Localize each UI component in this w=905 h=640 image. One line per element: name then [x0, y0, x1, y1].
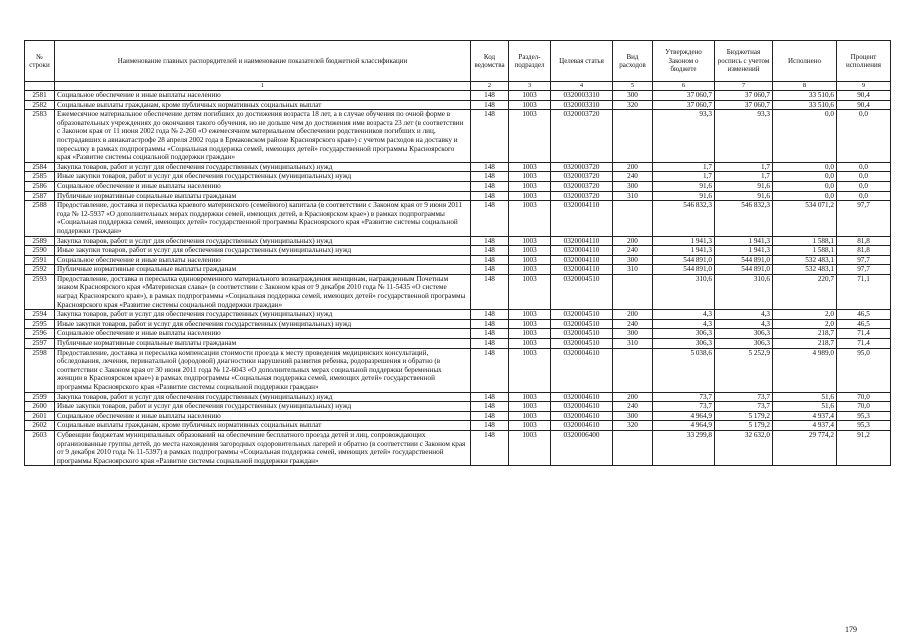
executed-amount: 218,7: [773, 329, 837, 339]
approved-amount: 306,3: [653, 329, 715, 339]
schedule-amount: 310,6: [715, 274, 773, 309]
row-name: Закупка товаров, работ и услуг для обеспечения государственных (муниципальных) нужд: [55, 392, 471, 402]
approved-amount: 546 832,3: [653, 201, 715, 236]
target-article: 0320003310: [551, 91, 613, 101]
header-ministry-code: Код ведомства: [471, 41, 509, 82]
execution-percent: 95,3: [837, 421, 891, 431]
row-number: 2587: [25, 191, 55, 201]
schedule-amount: 1,7: [715, 162, 773, 172]
table-row: [25, 201, 891, 236]
row-number: 2585: [25, 172, 55, 182]
executed-amount: 4 937,4: [773, 421, 837, 431]
target-article: 0320004510: [551, 310, 613, 320]
schedule-amount: 37 060,7: [715, 91, 773, 101]
schedule-amount: 73,7: [715, 392, 773, 402]
approved-amount: 33 299,8: [653, 430, 715, 465]
expense-type: 300: [613, 411, 653, 421]
target-article: 0320004610: [551, 392, 613, 402]
row-number: 2590: [25, 246, 55, 256]
row-name: Предоставление, доставка и пересылка компенсации стоимости проезда к месту проведения медицинских консультаций, обследования, лечения, перинатальной (дородовой) диагностики нарушений развития ребенка, родоразрешения и обратно (в соответствии с Законом края от 30 июня 2011 года № 12-6043 «О дополнительных мерах социальной поддержки беременных женщин в Красноярском крае») в рамках подпрограммы «Социальная поддержка семей, имеющих детей» государственной программы Красноярского края «Развитие системы социальной поддержки граждан»: [55, 348, 471, 392]
executed-amount: 0,0: [773, 110, 837, 163]
target-article: 0320004610: [551, 421, 613, 431]
approved-amount: 93,3: [653, 110, 715, 163]
table-row: [25, 110, 891, 163]
row-number: 2598: [25, 348, 55, 392]
ministry-code: 148: [471, 162, 509, 172]
target-article: 0320004110: [551, 201, 613, 236]
table-row: [25, 181, 891, 191]
execution-percent: 70,0: [837, 402, 891, 412]
section-code: 1003: [509, 430, 551, 465]
executed-amount: 532 483,1: [773, 255, 837, 265]
ministry-code: 148: [471, 201, 509, 236]
table-row: [25, 348, 891, 392]
execution-percent: 81,8: [837, 236, 891, 246]
section-code: 1003: [509, 236, 551, 246]
expense-type: 240: [613, 172, 653, 182]
ministry-code: 148: [471, 236, 509, 246]
approved-amount: 4,3: [653, 310, 715, 320]
execution-percent: 90,4: [837, 100, 891, 110]
table-row: [25, 191, 891, 201]
section-code: 1003: [509, 339, 551, 349]
execution-percent: 46,5: [837, 310, 891, 320]
row-number: 2601: [25, 411, 55, 421]
executed-amount: 2,0: [773, 319, 837, 329]
column-number-row: [25, 82, 891, 91]
row-number: 2586: [25, 181, 55, 191]
target-article: 0320003720: [551, 191, 613, 201]
row-number: 2591: [25, 255, 55, 265]
target-article: 0320004510: [551, 339, 613, 349]
table-row: [25, 392, 891, 402]
ministry-code: 148: [471, 191, 509, 201]
section-code: 1003: [509, 172, 551, 182]
header-expense-type: Вид расходов: [613, 41, 653, 82]
approved-amount: 4 964,9: [653, 411, 715, 421]
expense-type: [613, 274, 653, 309]
section-code: 1003: [509, 421, 551, 431]
row-number: 2589: [25, 236, 55, 246]
header-row: [25, 41, 891, 82]
expense-type: 200: [613, 162, 653, 172]
column-number: 4: [551, 82, 613, 91]
executed-amount: 4 989,0: [773, 348, 837, 392]
expense-type: [613, 110, 653, 163]
schedule-amount: 91,6: [715, 191, 773, 201]
table-row: [25, 411, 891, 421]
approved-amount: 73,7: [653, 402, 715, 412]
row-number: 2599: [25, 392, 55, 402]
schedule-amount: 91,6: [715, 181, 773, 191]
header-name: Наименование главных распорядителей и наименование показателей бюджетной классификации: [55, 41, 471, 82]
table-row: [25, 162, 891, 172]
header-section: Раздел-подраздел: [509, 41, 551, 82]
approved-amount: 544 891,0: [653, 255, 715, 265]
section-code: 1003: [509, 329, 551, 339]
row-name: Социальные выплаты гражданам, кроме публичных нормативных социальных выплат: [55, 421, 471, 431]
row-number: 2595: [25, 319, 55, 329]
approved-amount: 37 060,7: [653, 100, 715, 110]
execution-percent: 91,2: [837, 430, 891, 465]
row-number: 2584: [25, 162, 55, 172]
executed-amount: 51,6: [773, 402, 837, 412]
execution-percent: 95,0: [837, 348, 891, 392]
target-article: 0320004110: [551, 265, 613, 275]
row-name: Иные закупки товаров, работ и услуг для обеспечения государственных (муниципальных) нужд: [55, 319, 471, 329]
execution-percent: 71,4: [837, 329, 891, 339]
expense-type: 300: [613, 91, 653, 101]
target-article: 0320004510: [551, 329, 613, 339]
executed-amount: 218,7: [773, 339, 837, 349]
executed-amount: 1 588,1: [773, 246, 837, 256]
schedule-amount: 1,7: [715, 172, 773, 182]
header-budget-schedule: Бюджетная роспись с учетом изменений: [715, 41, 773, 82]
section-code: 1003: [509, 201, 551, 236]
ministry-code: 148: [471, 172, 509, 182]
row-name: Социальное обеспечение и иные выплаты населению: [55, 411, 471, 421]
header-approved: Утверждено Законом о бюджете: [653, 41, 715, 82]
approved-amount: 73,7: [653, 392, 715, 402]
row-name: Предоставление, доставка и пересылка краевого материнского (семейного) капитала (в соответствии с Законом края от 9 июня 2011 года № 12-5937 «О дополнительных мерах поддержки семей, имеющих детей, в Красноярском крае») в рамках подпрограммы «Социальная поддержка семей, имеющих детей» государственной программы Красноярского края «Развитие системы социальной поддержки граждан»: [55, 201, 471, 236]
executed-amount: 220,7: [773, 274, 837, 309]
executed-amount: 29 774,2: [773, 430, 837, 465]
execution-percent: 71,1: [837, 274, 891, 309]
target-article: 0320004510: [551, 319, 613, 329]
execution-percent: 97,7: [837, 201, 891, 236]
table-row: [25, 246, 891, 256]
column-number: 5: [613, 82, 653, 91]
target-article: 0320004110: [551, 236, 613, 246]
execution-percent: 97,7: [837, 265, 891, 275]
executed-amount: 0,0: [773, 172, 837, 182]
ministry-code: 148: [471, 255, 509, 265]
expense-type: 300: [613, 329, 653, 339]
schedule-amount: 544 891,0: [715, 255, 773, 265]
execution-percent: 71,4: [837, 339, 891, 349]
target-article: 0320003720: [551, 110, 613, 163]
target-article: 0320004110: [551, 255, 613, 265]
section-code: 1003: [509, 402, 551, 412]
ministry-code: 148: [471, 110, 509, 163]
column-number: 6: [653, 82, 715, 91]
ministry-code: 148: [471, 246, 509, 256]
expense-type: 240: [613, 319, 653, 329]
column-number: 7: [715, 82, 773, 91]
row-number: 2593: [25, 274, 55, 309]
header-target-article: Целевая статья: [551, 41, 613, 82]
row-name: Иные закупки товаров, работ и услуг для обеспечения государственных (муниципальных) нужд: [55, 402, 471, 412]
executed-amount: 534 071,2: [773, 201, 837, 236]
budget-table: [24, 40, 891, 466]
ministry-code: 148: [471, 319, 509, 329]
table-row: [25, 402, 891, 412]
target-article: 0320004610: [551, 411, 613, 421]
approved-amount: 1,7: [653, 162, 715, 172]
page-number: 179: [845, 625, 857, 634]
section-code: 1003: [509, 100, 551, 110]
approved-amount: 1 941,3: [653, 246, 715, 256]
executed-amount: 532 483,1: [773, 265, 837, 275]
approved-amount: 310,6: [653, 274, 715, 309]
approved-amount: 306,3: [653, 339, 715, 349]
section-code: 1003: [509, 319, 551, 329]
ministry-code: 148: [471, 181, 509, 191]
schedule-amount: 544 891,0: [715, 265, 773, 275]
section-code: 1003: [509, 191, 551, 201]
section-code: 1003: [509, 265, 551, 275]
approved-amount: 91,6: [653, 181, 715, 191]
execution-percent: 46,5: [837, 319, 891, 329]
target-article: 0320006400: [551, 430, 613, 465]
schedule-amount: 306,3: [715, 339, 773, 349]
schedule-amount: 5 252,9: [715, 348, 773, 392]
row-name: Социальное обеспечение и иные выплаты населению: [55, 329, 471, 339]
schedule-amount: 4,3: [715, 319, 773, 329]
target-article: 0320004110: [551, 246, 613, 256]
table-row: [25, 310, 891, 320]
expense-type: 310: [613, 265, 653, 275]
row-name: Иные закупки товаров, работ и услуг для обеспечения государственных (муниципальных) нужд: [55, 172, 471, 182]
header-executed: Исполнено: [773, 41, 837, 82]
row-name: Закупка товаров, работ и услуг для обеспечения государственных (муниципальных) нужд: [55, 236, 471, 246]
expense-type: 200: [613, 310, 653, 320]
executed-amount: 4 937,4: [773, 411, 837, 421]
row-name: Закупка товаров, работ и услуг для обеспечения государственных (муниципальных) нужд: [55, 162, 471, 172]
target-article: 0320003310: [551, 100, 613, 110]
target-article: 0320004610: [551, 348, 613, 392]
section-code: 1003: [509, 274, 551, 309]
table-row: [25, 172, 891, 182]
row-number: 2594: [25, 310, 55, 320]
schedule-amount: 5 179,2: [715, 421, 773, 431]
table-row: [25, 91, 891, 101]
row-number: 2582: [25, 100, 55, 110]
execution-percent: 70,0: [837, 392, 891, 402]
expense-type: [613, 430, 653, 465]
expense-type: 200: [613, 392, 653, 402]
target-article: 0320003720: [551, 172, 613, 182]
section-code: 1003: [509, 255, 551, 265]
ministry-code: 148: [471, 348, 509, 392]
section-code: 1003: [509, 110, 551, 163]
section-code: 1003: [509, 162, 551, 172]
schedule-amount: 1 941,3: [715, 236, 773, 246]
expense-type: 200: [613, 236, 653, 246]
approved-amount: 544 891,0: [653, 265, 715, 275]
schedule-amount: 93,3: [715, 110, 773, 163]
target-article: 0320004610: [551, 402, 613, 412]
execution-percent: 0,0: [837, 181, 891, 191]
executed-amount: 0,0: [773, 162, 837, 172]
ministry-code: 148: [471, 392, 509, 402]
table-row: [25, 236, 891, 246]
ministry-code: 148: [471, 100, 509, 110]
expense-type: [613, 348, 653, 392]
execution-percent: 95,3: [837, 411, 891, 421]
row-name: Социальное обеспечение и иные выплаты населению: [55, 91, 471, 101]
table-row: [25, 255, 891, 265]
executed-amount: 33 510,6: [773, 100, 837, 110]
row-name: Предоставление, доставка и пересылка единовременного материального вознаграждения женщинам, награжденным Почетным знаком Красноярского края «Материнская слава» (в соответствии с Законом края от 9 декабря 2010 года № 11-5435 «О системе наград Красноярского края»), в рамках подпрограммы «Социальная поддержка семей, имеющих детей» государственной программы Красноярского края «Развитие системы социальной поддержки граждан»: [55, 274, 471, 309]
schedule-amount: 5 179,2: [715, 411, 773, 421]
table-row: [25, 430, 891, 465]
table-row: [25, 421, 891, 431]
expense-type: 320: [613, 421, 653, 431]
table-row: [25, 339, 891, 349]
approved-amount: 4 964,9: [653, 421, 715, 431]
row-number: 2602: [25, 421, 55, 431]
target-article: 0320004510: [551, 274, 613, 309]
row-name: Социальные выплаты гражданам, кроме публичных нормативных социальных выплат: [55, 100, 471, 110]
executed-amount: 2,0: [773, 310, 837, 320]
target-article: 0320003720: [551, 162, 613, 172]
column-number: 9: [837, 82, 891, 91]
section-code: 1003: [509, 392, 551, 402]
execution-percent: 97,7: [837, 255, 891, 265]
schedule-amount: 32 632,0: [715, 430, 773, 465]
expense-type: 240: [613, 402, 653, 412]
table-row: [25, 274, 891, 309]
ministry-code: 148: [471, 411, 509, 421]
row-name: Социальное обеспечение и иные выплаты населению: [55, 255, 471, 265]
column-number-empty: [25, 82, 55, 91]
ministry-code: 148: [471, 430, 509, 465]
ministry-code: 148: [471, 265, 509, 275]
table-row: [25, 100, 891, 110]
section-code: 1003: [509, 310, 551, 320]
ministry-code: 148: [471, 339, 509, 349]
row-name: Иные закупки товаров, работ и услуг для обеспечения государственных (муниципальных) нужд: [55, 246, 471, 256]
schedule-amount: 37 060,7: [715, 100, 773, 110]
table-row: [25, 265, 891, 275]
row-name: Публичные нормативные социальные выплаты гражданам: [55, 265, 471, 275]
column-number: 8: [773, 82, 837, 91]
row-name: Субвенции бюджетам муниципальных образований на обеспечение бесплатного проезда детей и лиц, сопровождающих организованные группы детей, до места нахождения загородных оздоровительных лагерей и обратно (в соответствии с Законом края от 9 декабря 2010 года № 11-5397) в рамках подпрограммы «Социальная поддержка семей, имеющих детей» государственной программы Красноярского края «Развитие системы социальной поддержки граждан»: [55, 430, 471, 465]
schedule-amount: 306,3: [715, 329, 773, 339]
section-code: 1003: [509, 246, 551, 256]
column-number: 1: [55, 82, 471, 91]
section-code: 1003: [509, 411, 551, 421]
column-number: 2: [471, 82, 509, 91]
execution-percent: 81,8: [837, 246, 891, 256]
schedule-amount: 546 832,3: [715, 201, 773, 236]
section-code: 1003: [509, 348, 551, 392]
executed-amount: 1 588,1: [773, 236, 837, 246]
schedule-amount: 1 941,3: [715, 246, 773, 256]
execution-percent: 0,0: [837, 162, 891, 172]
ministry-code: 148: [471, 274, 509, 309]
row-number: 2596: [25, 329, 55, 339]
row-name: Ежемесячное материальное обеспечение детям погибших до достижения возраста 18 лет, а в случае обучения по очной форме в образовательных учреждениях до окончания такого обучения, но не дольше чем до достижения ими возраста 23 лет (в соответствии с Законом края от 11 июня 2002 года № 2-260 «О ежемесячном материальном обеспечении родственников погибших и лиц, пострадавших в авиакатастрофе 28 апреля 2002 года в Ермаковском районе Красноярского края») с учетом расходов на доставку и пересылку в рамках подпрограммы «Социальная поддержка семей, имеющих детей» государственной программы Красноярского края «Развитие системы социальной поддержки граждан»: [55, 110, 471, 163]
row-name: Социальное обеспечение и иные выплаты населению: [55, 181, 471, 191]
approved-amount: 91,6: [653, 191, 715, 201]
ministry-code: 148: [471, 402, 509, 412]
expense-type: [613, 201, 653, 236]
execution-percent: 0,0: [837, 172, 891, 182]
row-number: 2597: [25, 339, 55, 349]
row-number: 2603: [25, 430, 55, 465]
row-number: 2588: [25, 201, 55, 236]
header-row-number: № строки: [25, 41, 55, 82]
approved-amount: 1 941,3: [653, 236, 715, 246]
table-body: [25, 91, 891, 466]
expense-type: 240: [613, 246, 653, 256]
expense-type: 300: [613, 181, 653, 191]
schedule-amount: 4,3: [715, 310, 773, 320]
row-name: Закупка товаров, работ и услуг для обеспечения государственных (муниципальных) нужд: [55, 310, 471, 320]
execution-percent: 0,0: [837, 191, 891, 201]
ministry-code: 148: [471, 310, 509, 320]
row-number: 2600: [25, 402, 55, 412]
header-percent: Процент исполнения: [837, 41, 891, 82]
row-number: 2592: [25, 265, 55, 275]
approved-amount: 4,3: [653, 319, 715, 329]
execution-percent: 90,4: [837, 91, 891, 101]
executed-amount: 51,6: [773, 392, 837, 402]
row-number: 2583: [25, 110, 55, 163]
column-number: 3: [509, 82, 551, 91]
ministry-code: 148: [471, 329, 509, 339]
row-number: 2581: [25, 91, 55, 101]
execution-percent: 0,0: [837, 110, 891, 163]
schedule-amount: 73,7: [715, 402, 773, 412]
table-row: [25, 319, 891, 329]
approved-amount: 1,7: [653, 172, 715, 182]
executed-amount: 0,0: [773, 181, 837, 191]
section-code: 1003: [509, 181, 551, 191]
ministry-code: 148: [471, 421, 509, 431]
row-name: Публичные нормативные социальные выплаты гражданам: [55, 339, 471, 349]
expense-type: 310: [613, 191, 653, 201]
approved-amount: 5 038,6: [653, 348, 715, 392]
executed-amount: 33 510,6: [773, 91, 837, 101]
executed-amount: 0,0: [773, 191, 837, 201]
approved-amount: 37 060,7: [653, 91, 715, 101]
section-code: 1003: [509, 91, 551, 101]
expense-type: 300: [613, 255, 653, 265]
expense-type: 320: [613, 100, 653, 110]
table-row: [25, 329, 891, 339]
target-article: 0320003720: [551, 181, 613, 191]
row-name: Публичные нормативные социальные выплаты гражданам: [55, 191, 471, 201]
expense-type: 310: [613, 339, 653, 349]
ministry-code: 148: [471, 91, 509, 101]
